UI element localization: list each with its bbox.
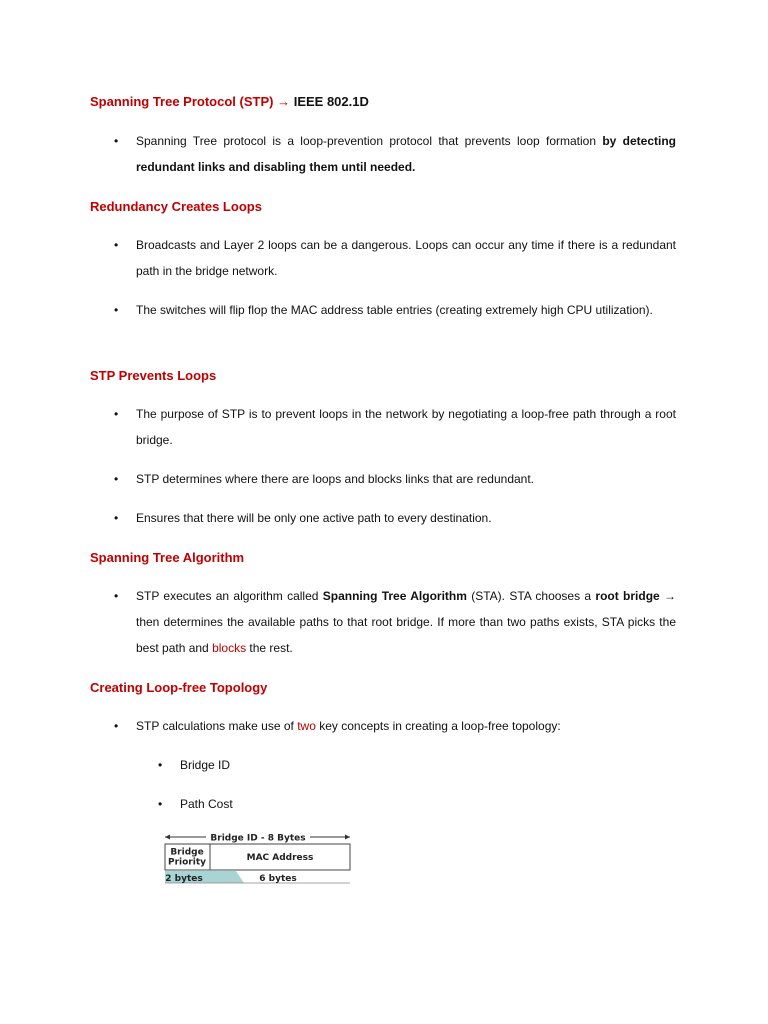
list-item-text: The switches will flip flop the MAC address table entries (creating extremely high CPU utilization).: [136, 303, 653, 317]
heading-prevents: [90, 368, 216, 383]
left-arrowhead-icon: [165, 835, 170, 840]
text-span-red: two: [297, 719, 316, 733]
mac-address-label: MAC Address: [246, 853, 314, 863]
bullet-icon: •: [114, 238, 119, 252]
heading-stp-standard: IEEE 802.1D: [293, 94, 369, 109]
bullet-icon: •: [158, 797, 163, 811]
list-item-text: STP determines where there are loops and blocks links that are redundant.: [136, 472, 535, 486]
text-span: STP executes an algorithm called: [136, 589, 323, 603]
text-span-bold: Spanning Tree Algorithm: [322, 589, 467, 603]
size-label-6-bytes: 6 bytes: [259, 874, 297, 884]
text-span-red: blocks: [212, 641, 247, 655]
heading-redundancy-title: Redundancy Creates Loops: [90, 199, 262, 214]
list-item-text: Ensures that there will be only one active path to every destination.: [136, 511, 492, 525]
list-item-text: The purpose of STP is to prevent loops in the network by negotiating a loop-free path through a root bridge.: [136, 407, 676, 447]
bullet-icon: •: [114, 303, 119, 317]
heading-topology-title: Creating Loop-free Topology: [90, 680, 268, 695]
bullet-icon: •: [114, 589, 119, 603]
size-label-2-bytes: 2 bytes: [165, 874, 203, 884]
list-item-text: [136, 713, 676, 739]
bullet-icon: •: [114, 511, 119, 525]
right-arrowhead-icon: [345, 835, 350, 840]
bullet-icon: •: [114, 472, 119, 486]
text-span: the rest.: [246, 641, 293, 655]
list-item-text: [136, 128, 676, 180]
bullet-icon: •: [114, 407, 119, 421]
bullet-icon: •: [114, 134, 119, 148]
heading-redundancy: [90, 199, 262, 214]
list-item-text: Broadcasts and Layer 2 loops can be a dangerous. Loops can occur any time if there is a redundant path in the bridge network.: [136, 238, 676, 278]
heading-stp-title: Spanning Tree Protocol (STP): [90, 94, 274, 109]
bullet-icon: •: [158, 758, 163, 772]
heading-stp: [90, 94, 369, 109]
bridge-id-diagram-svg: [164, 831, 354, 889]
text-span-bold: by detecting redundant links and disabling them until needed.: [136, 134, 676, 174]
text-span: Spanning Tree protocol is a loop-prevention protocol that prevents loop formation: [136, 134, 597, 148]
heading-algorithm-title: Spanning Tree Algorithm: [90, 550, 245, 565]
heading-topology: [90, 680, 267, 695]
heading-algorithm: [90, 550, 244, 565]
heading-prevents-title: STP Prevents Loops: [90, 368, 217, 383]
right-arrow-icon: →: [659, 589, 677, 603]
right-arrow-icon: →: [277, 94, 291, 109]
priority-label-line1: Bridge: [170, 847, 204, 858]
list-item-text: Path Cost: [180, 797, 233, 811]
text-span: then determines the available paths to that root bridge. If more than two paths exists, STA picks the best path and: [136, 615, 676, 655]
text-span-bold: root bridge: [595, 589, 660, 603]
text-span: STP calculations make use of: [136, 719, 298, 733]
list-item-text: Bridge ID: [180, 758, 231, 772]
list-item-text: [136, 583, 676, 661]
header-label: Bridge ID - 8 Bytes: [210, 833, 306, 844]
text-span: (STA). STA chooses a: [466, 589, 596, 603]
text-span: key concepts in creating a loop-free topology:: [315, 719, 561, 733]
bullet-icon: •: [114, 719, 119, 733]
priority-label-line2: Priority: [168, 857, 206, 868]
bridge-id-diagram: [164, 831, 354, 889]
